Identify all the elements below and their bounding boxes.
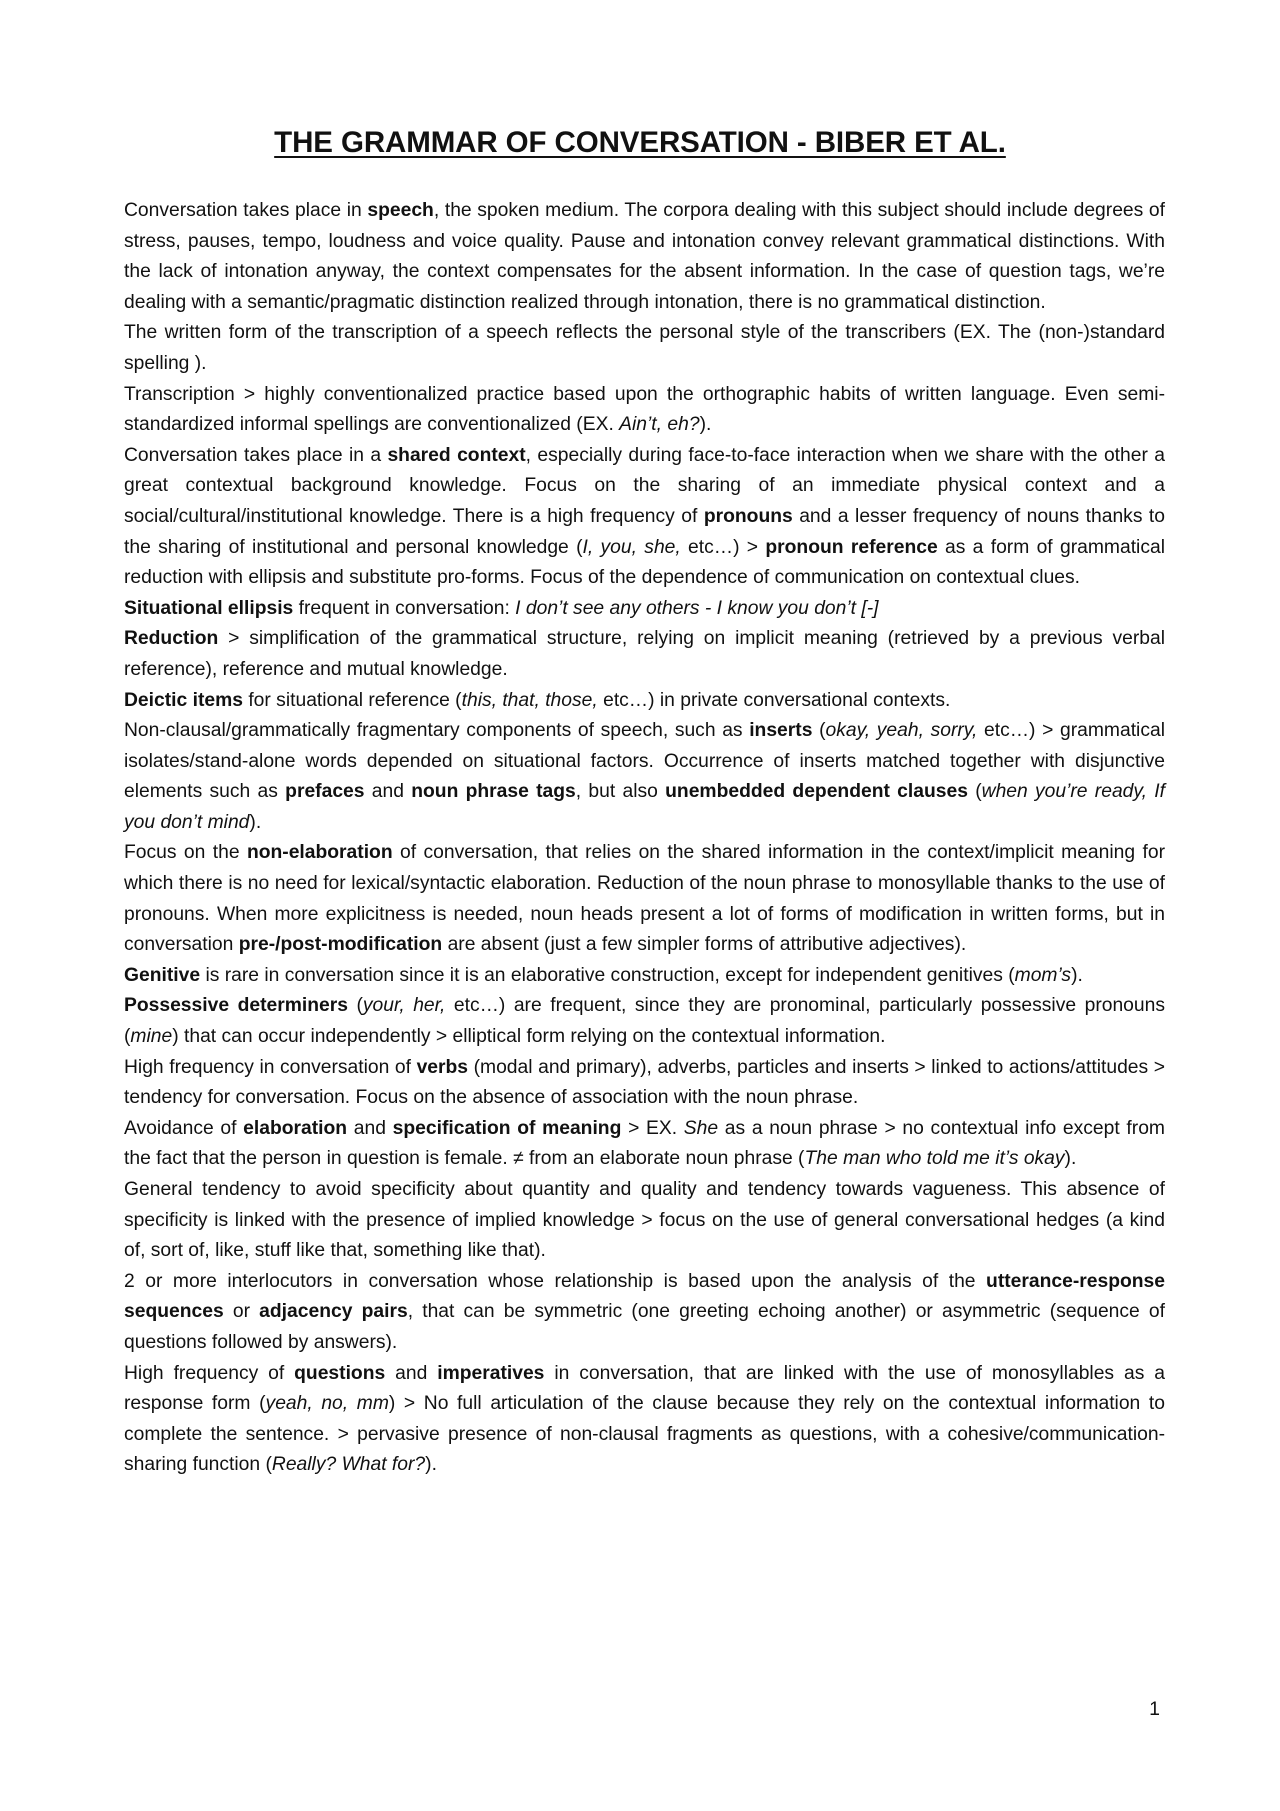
bold-term: shared context [387, 444, 526, 466]
bold-term: Deictic items [124, 689, 243, 711]
text-run: Focus on the [124, 842, 247, 864]
text-run: or [223, 1301, 260, 1323]
text-run: of conversation, that relies on the shared information in the context/implicit meaning for which there is no need for lexical/syntactic elaboration. Reduction of the noun phrase to monosyllable thanks to the use of pronouns. When more explicitness is needed, noun heads present a lot of forms of modification in written forms, but in conversation [124, 842, 1166, 956]
italic-example: Ain’t, eh? [619, 414, 700, 436]
italic-example: I, you, she, [582, 536, 681, 558]
text-run: for situational reference ( [242, 689, 462, 711]
paragraph [124, 686, 1165, 717]
paragraph [124, 318, 1165, 379]
paragraph [124, 1267, 1165, 1359]
text-run: and [364, 781, 412, 803]
text-run: ). [425, 1454, 437, 1476]
text-run: Non-clausal/grammatically fragmentary components of speech, such as [124, 720, 750, 742]
text-run: Avoidance of [124, 1117, 244, 1139]
text-run: etc…) > grammatical isolates/stand-alone words depended on situational factors. Occurrence of inserts matched together with disjunctive elements such as [124, 720, 1165, 803]
text-run: as a noun phrase > no contextual info except from the fact that the person in question is female. ≠ from an elaborate noun phrase ( [124, 1117, 1165, 1170]
text-run: ). [249, 811, 262, 833]
text-run: ( [967, 781, 982, 803]
paragraph [124, 1175, 1165, 1267]
bold-term: speech [367, 200, 434, 221]
paragraph [124, 441, 1165, 594]
paragraph [124, 594, 1165, 625]
paragraph [124, 838, 1165, 960]
bold-term: adjacency pairs [259, 1301, 408, 1323]
text-run: etc…) in private conversational contexts. [597, 689, 951, 711]
bold-term: utterance-response sequences [124, 1270, 1165, 1323]
text-run: > EX. [621, 1117, 684, 1139]
page-number: 1 [1149, 1698, 1160, 1720]
bold-term: non-elaboration [246, 842, 393, 864]
text-run: , the spoken medium. The corpora dealing with this subject should include degrees of stress, pauses, tempo, loudness and voice quality. Pause and intonation convey relevant grammatical distinctions. With the lack of intonation anyway, the context compensates for the absent information. In the case of question tags, we’re dealing with a semantic/pragmatic distinction realized through intonation, there is no grammatical distinction. [124, 200, 1166, 313]
text-run: and a lesser frequency of nouns thanks to the sharing of institutional and personal knowledge ( [124, 505, 1166, 558]
text-run: ( [812, 720, 826, 742]
bold-term: Genitive [124, 964, 201, 986]
text-run: is rare in conversation since it is an elaborative construction, except for independent genitives ( [200, 964, 1015, 986]
bold-term: specification of meaning [392, 1117, 622, 1139]
italic-example: mom’s [1014, 964, 1072, 986]
text-run: Conversation takes place in [124, 200, 368, 221]
text-run: , especially during face-to-face interaction when we share with the other a great contextual background knowledge. Focus on the sharing of an immediate physical context and a social/cultural/institutional knowledge. There is a high frequency of [124, 444, 1165, 527]
italic-example: this, that, those, [461, 689, 598, 711]
bold-term: Reduction [124, 628, 219, 650]
paragraph [124, 1053, 1165, 1114]
text-run: , that can be symmetric (one greeting echoing another) or asymmetric (sequence of questions followed by answers). [124, 1301, 1166, 1353]
text-run: frequent in conversation: [293, 597, 516, 619]
text-run: The written form of the transcription of a speech reflects the personal style of the transcribers (EX. The (non-)standard spelling ). [124, 322, 1165, 374]
bold-term: pronoun reference [765, 536, 938, 558]
bold-term: inserts [749, 720, 813, 742]
bold-term: prefaces [285, 781, 365, 803]
document-body [124, 196, 1165, 1481]
text-run: ) > No full articulation of the clause because they rely on the contextual information to complete the sentence. > pervasive presence of non-clausal fragments as questions, with a cohesive/communication-sharing function ( [124, 1393, 1165, 1476]
text-run: are absent (just a few simpler forms of attributive adjectives). [442, 934, 967, 956]
paragraph [124, 961, 1165, 992]
bold-term: elaboration [243, 1117, 348, 1139]
text-run: etc…) > [680, 536, 766, 558]
paragraph [124, 1114, 1165, 1175]
text-run: (modal and primary), adverbs, particles and inserts > linked to actions/attitudes > tendency for conversation. Focus on the absence of association with the noun phrase. [124, 1056, 1165, 1109]
text-run: and [347, 1117, 393, 1139]
text-run: ) that can occur independently > elliptical form relying on the contextual information. [172, 1026, 886, 1048]
italic-example: I don’t see any others - I know you don’t [-] [515, 597, 879, 619]
text-run: General tendency to avoid specificity about quantity and quality and tendency towards vagueness. This absence of specificity is linked with the presence of implied knowledge > focus on the use of general conversational hedges (a kind of, sort of, like, stuff like that, something like that). [124, 1179, 1165, 1262]
italic-example: okay, yeah, sorry, [825, 720, 978, 742]
italic-example: your, her, [362, 995, 446, 1017]
text-run: in conversation, that are linked with the use of monosyllables as a response form ( [124, 1362, 1165, 1415]
paragraph [124, 624, 1165, 685]
italic-example: Really? What for? [271, 1454, 426, 1476]
italic-example: yeah, no, mm [265, 1393, 389, 1415]
text-run: ). [1071, 964, 1083, 986]
text-run: as a form of grammatical reduction with ellipsis and substitute pro-forms. Focus of the dependence of communication on contextual clues. [124, 536, 1165, 589]
bold-term: questions [294, 1362, 386, 1384]
text-run: ( [347, 995, 363, 1017]
paragraph [124, 380, 1165, 441]
text-run: ). [1064, 1148, 1077, 1170]
italic-example: The man who told me it’s okay [804, 1148, 1065, 1170]
document-title: THE GRAMMAR OF CONVERSATION - BIBER ET AL. [274, 126, 1006, 159]
paragraph [124, 991, 1165, 1052]
text-run: etc…) are frequent, since they are pronominal, particularly possessive pronouns ( [124, 995, 1165, 1048]
text-run: Conversation takes place in a [124, 444, 388, 466]
paragraph [124, 196, 1165, 318]
text-run: High frequency of [124, 1362, 295, 1384]
text-run: , but also [575, 781, 666, 803]
bold-term: pronouns [703, 505, 793, 527]
text-run: 2 or more interlocutors in conversation whose relationship is based upon the analysis of the [124, 1270, 987, 1292]
bold-term: Situational ellipsis [124, 597, 294, 619]
bold-term: pre-/post-modification [238, 934, 443, 956]
italic-example: She [683, 1117, 719, 1139]
text-run: > simplification of the grammatical structure, relying on implicit meaning (retrieved by a previous verbal reference), reference and mutual knowledge. [124, 628, 1165, 680]
paragraph [124, 716, 1165, 838]
italic-example: mine [130, 1026, 173, 1048]
text-run: Transcription > highly conventionalized practice based upon the orthographic habits of written language. Even semi-standardized informal spellings are conventionalized (EX. [124, 383, 1165, 436]
bold-term: noun phrase tags [411, 781, 576, 803]
bold-term: unembedded dependent clauses [665, 781, 968, 803]
italic-example: when you’re ready, If you don’t mind [124, 781, 1165, 833]
text-run: ). [699, 414, 712, 436]
bold-term: imperatives [437, 1362, 545, 1384]
text-run: High frequency in conversation of [124, 1056, 417, 1078]
paragraph [124, 1359, 1165, 1481]
bold-term: Possessive determiners [124, 995, 348, 1017]
text-run: and [385, 1362, 438, 1384]
bold-term: verbs [416, 1056, 469, 1078]
